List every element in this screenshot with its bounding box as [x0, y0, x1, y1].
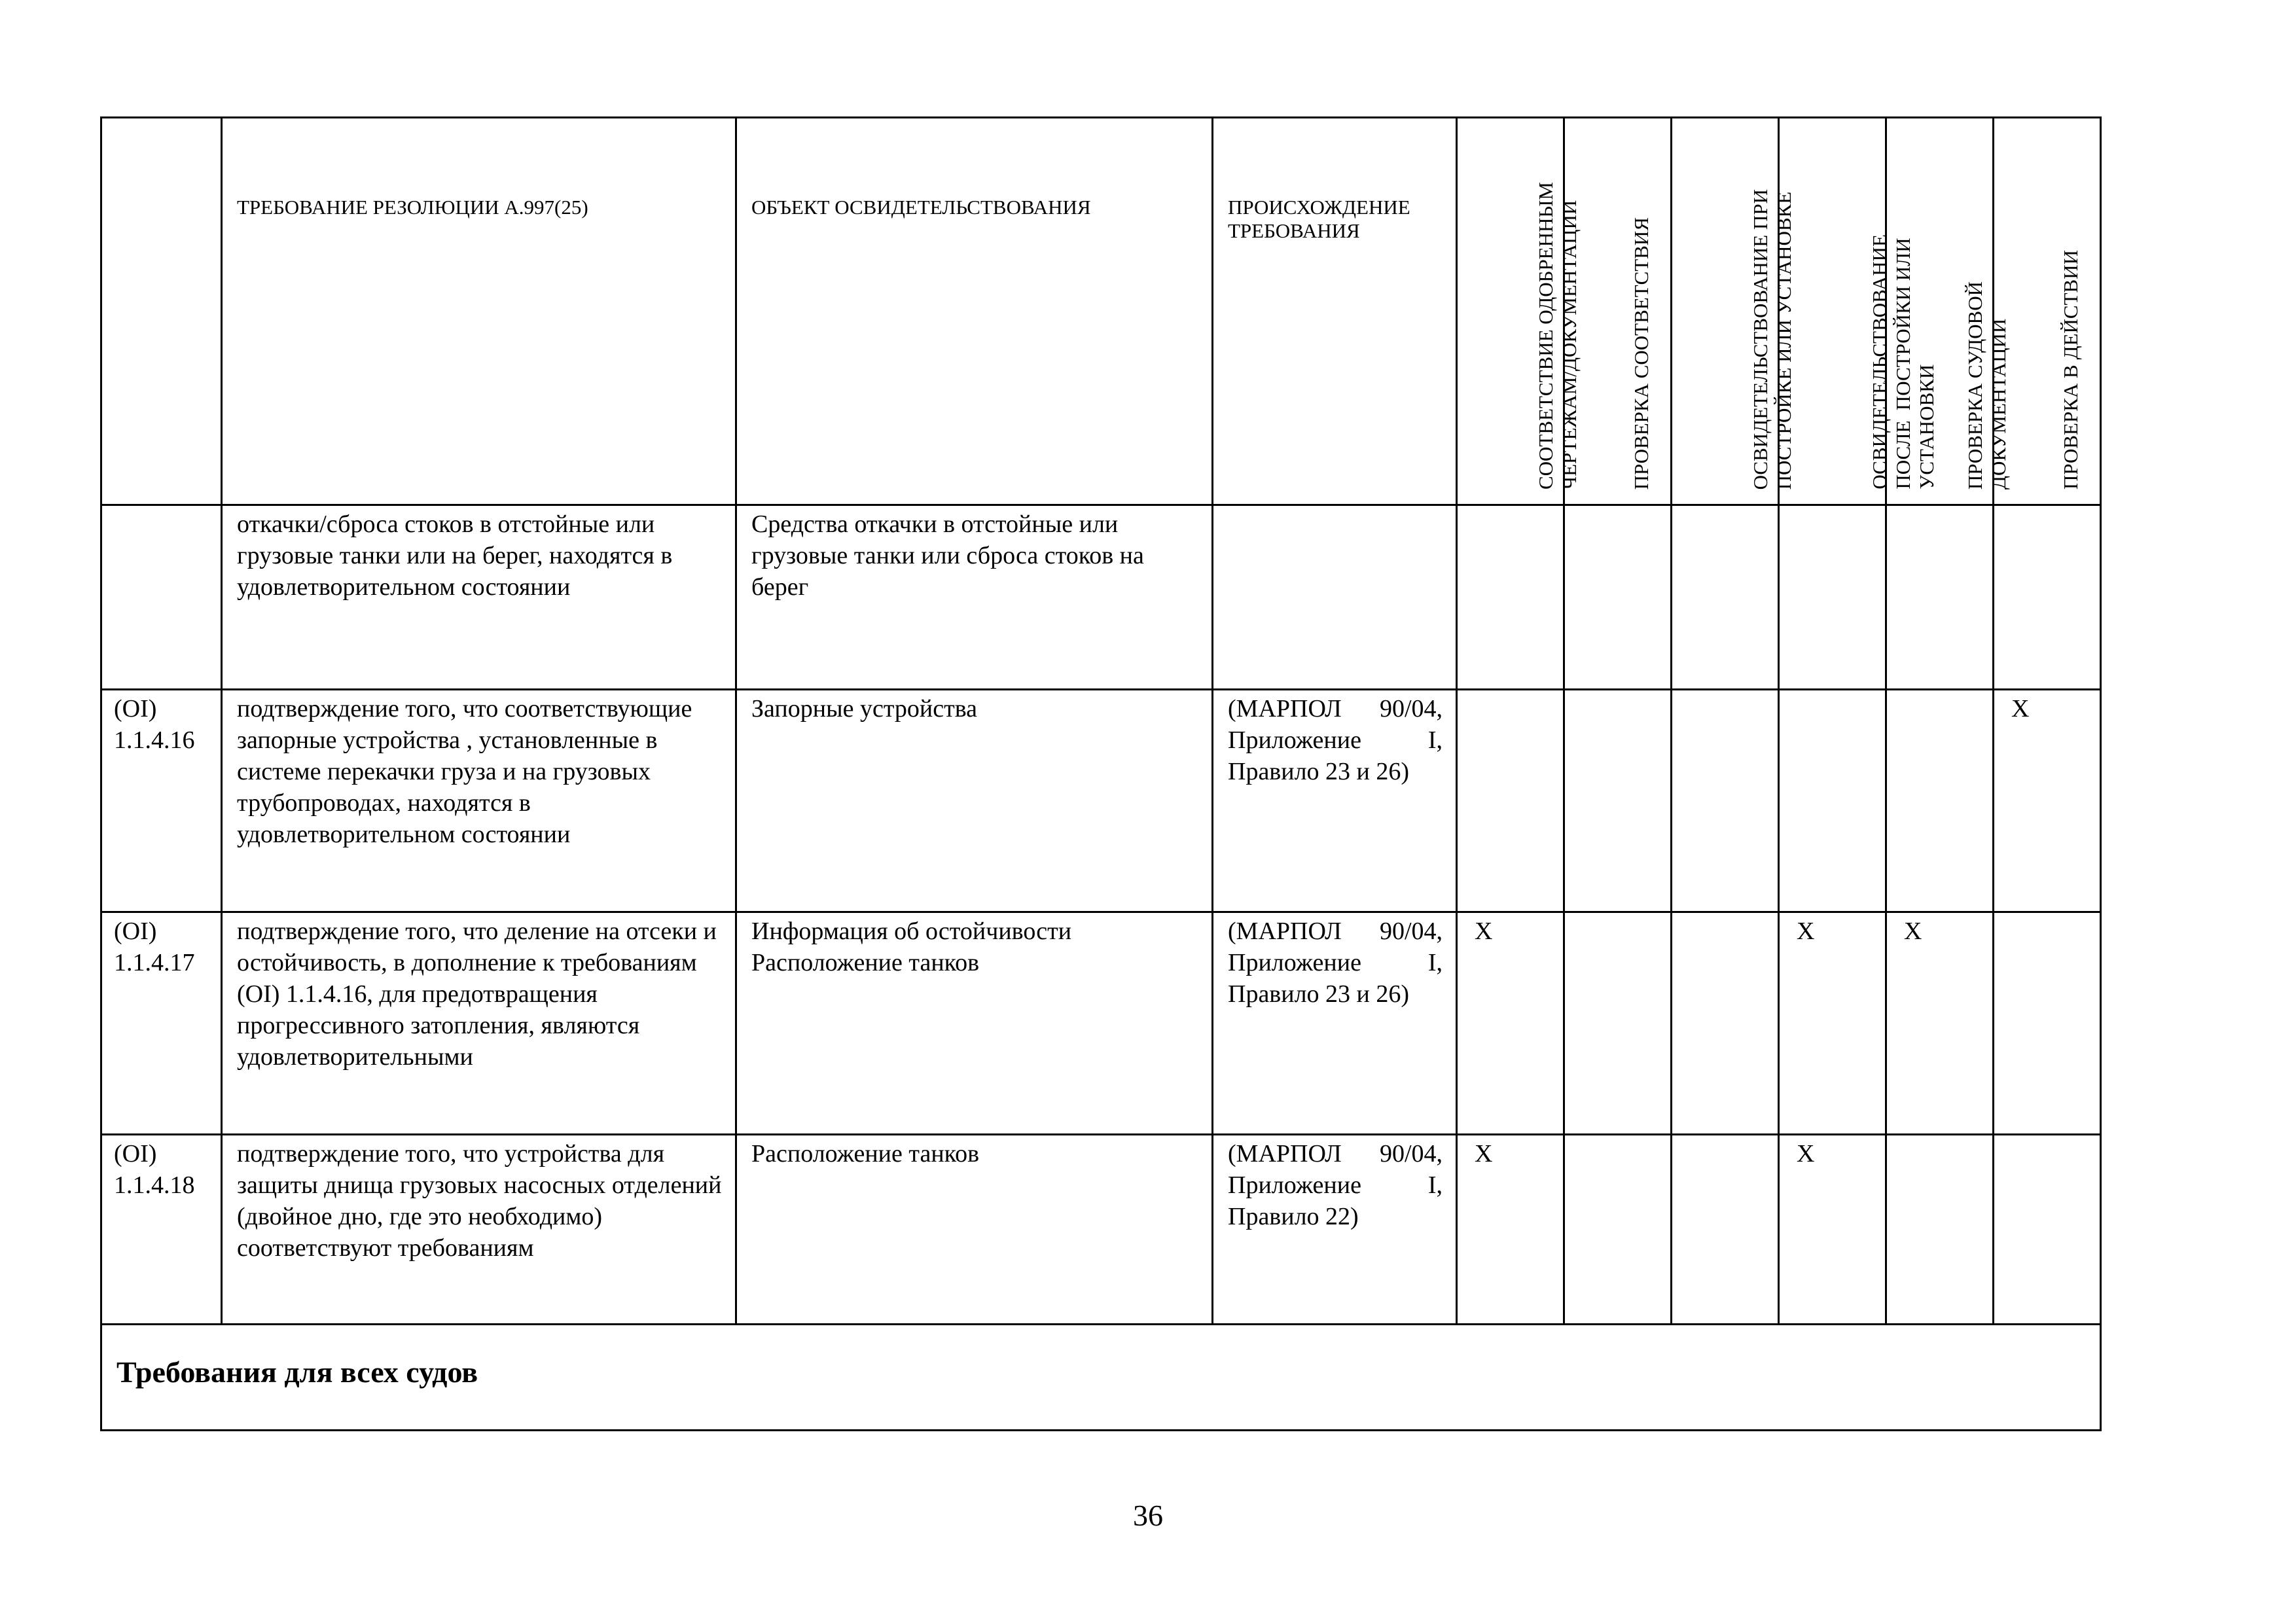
row-mark [1994, 505, 2101, 690]
table-row [101, 505, 2101, 690]
row-mark: X [1994, 690, 2101, 912]
row-mark [1564, 505, 1672, 690]
section-row [101, 1325, 2101, 1431]
row-mark [1672, 912, 1779, 1135]
row-object: Запорные устройства [736, 690, 1213, 912]
page-number: 36 [1133, 1499, 1163, 1532]
header-compliance-check: ПРОВЕРКА СООТВЕТСТВИЯ [1564, 118, 1672, 505]
row-code: (OI) 1.1.4.17 [101, 912, 222, 1135]
header-code [101, 118, 222, 505]
row-object: Расположение танков [736, 1135, 1213, 1325]
row-mark: X [1457, 1135, 1564, 1325]
row-mark [1779, 505, 1886, 690]
row-requirement: подтверждение того, что устройства для защиты днища грузовых насосных отделений (двойное дно, где это необходимо) соответствуют требованиям [222, 1135, 736, 1325]
row-mark [1672, 505, 1779, 690]
header-origin: ПРОИСХОЖДЕНИЕ ТРЕБОВАНИЯ [1213, 118, 1457, 505]
row-mark [1457, 505, 1564, 690]
row-mark: X [1457, 912, 1564, 1135]
header-survey-after-construction: ОСВИДЕТЕЛЬСТВОВАНИЕ ПОСЛЕ ПОСТРОЙКИ ИЛИ УСТАНОВКИ [1779, 118, 1886, 505]
row-mark [1886, 690, 1994, 912]
table-header-row [101, 118, 2101, 505]
row-code: (OI) 1.1.4.16 [101, 690, 222, 912]
row-mark: X [1886, 912, 1994, 1135]
header-object: ОБЪЕКТ ОСВИДЕТЕЛЬСТВОВАНИЯ [736, 118, 1213, 505]
table-row [101, 690, 2101, 912]
row-mark [1672, 690, 1779, 912]
section-heading-cell [101, 1325, 2101, 1431]
row-origin: (МАРПОЛ 90/04, Приложение I, Правило 22) [1213, 1135, 1457, 1325]
row-mark [1886, 505, 1994, 690]
header-requirement: ТРЕБОВАНИЕ РЕЗОЛЮЦИИ А.997(25) [222, 118, 736, 505]
row-mark [1886, 1135, 1994, 1325]
row-object: Средства откачки в отстойные или грузовые танки или сброса стоков на берег [736, 505, 1213, 690]
row-mark [1564, 690, 1672, 912]
row-mark [1457, 690, 1564, 912]
table-row [101, 912, 2101, 1135]
row-mark [1994, 1135, 2101, 1325]
row-mark: X [1779, 1135, 1886, 1325]
section-title: Требования для всех судов [117, 1355, 478, 1389]
row-origin: (МАРПОЛ 90/04, Приложение I, Правило 23 и 26) [1213, 912, 1457, 1135]
row-mark [1994, 912, 2101, 1135]
row-origin: (МАРПОЛ 90/04, Приложение I, Правило 23 и 26) [1213, 690, 1457, 912]
row-mark [1779, 690, 1886, 912]
requirements-table [100, 116, 2102, 1431]
row-origin [1213, 505, 1457, 690]
row-requirement: откачки/сброса стоков в отстойные или грузовые танки или на берег, находятся в удовлетворительном состоянии [222, 505, 736, 690]
table-row [101, 1135, 2101, 1325]
header-operational-check: ПРОВЕРКА В ДЕЙСТВИИ [1994, 118, 2101, 505]
row-mark [1564, 912, 1672, 1135]
row-object: Информация об остойчивости Расположение танков [736, 912, 1213, 1135]
row-code [101, 505, 222, 690]
header-ship-documentation-check: ПРОВЕРКА СУДОВОЙ ДОКУМЕНТАЦИИ [1886, 118, 1994, 505]
row-mark: X [1779, 912, 1886, 1135]
row-mark [1672, 1135, 1779, 1325]
row-requirement: подтверждение того, что соответствующие запорные устройства , установленные в системе перекачки груза и на грузовых трубопроводах, находятся в удовлетворительном состоянии [222, 690, 736, 912]
header-drawings-compliance: СООТВЕТСТВИЕ ОДОБРЕННЫМ ЧЕРТЕЖАМ/ДОКУМЕНТАЦИИ [1457, 118, 1564, 505]
row-mark [1564, 1135, 1672, 1325]
header-survey-during-construction: ОСВИДЕТЕЛЬСТВОВАНИЕ ПРИ ПОСТРОЙКЕ ИЛИ УСТАНОВКЕ [1672, 118, 1779, 505]
row-code: (OI) 1.1.4.18 [101, 1135, 222, 1325]
row-requirement: подтверждение того, что деление на отсеки и остойчивость, в дополнение к требованиям (OI) 1.1.4.16, для предотвращения прогрессивного затопления, являются удовлетворительными [222, 912, 736, 1135]
